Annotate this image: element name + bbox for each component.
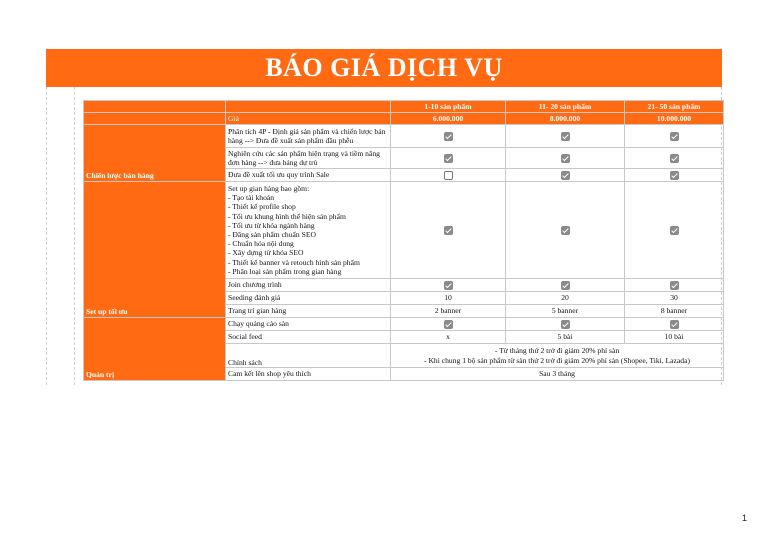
category-cell: [84, 113, 226, 125]
checkbox-checked-icon[interactable]: [670, 132, 679, 141]
row-label: Cam kết lên shop yêu thích: [226, 368, 391, 381]
cell-value: 2 banner: [391, 305, 506, 318]
header-blank-cell: [226, 101, 391, 113]
cell-value: 8 banner: [625, 305, 724, 318]
row-label: Nghiên cứu các sản phẩm hiện trạng và tiềm năng đơn hàng --> đưa bảng dự trù: [226, 148, 391, 169]
page-guide-mid: [74, 87, 75, 385]
row-label: Trang trí gian hàng: [226, 305, 391, 318]
category-strategy: Chiến lược bán hàng: [84, 125, 226, 182]
checkbox-checked-icon[interactable]: [444, 281, 453, 290]
checkbox-checked-icon[interactable]: [561, 171, 570, 180]
checkbox-checked-icon[interactable]: [670, 226, 679, 235]
setup-list-item: - Tối ưu từ khóa ngành hàng: [228, 220, 315, 230]
row-label: Đưa đề xuất tối ưu quy trình Sale: [226, 169, 391, 182]
checkbox-checked-icon[interactable]: [670, 154, 679, 163]
setup-list-item: - Xây dựng từ khóa SEO: [228, 248, 304, 258]
cell-value: 20: [506, 292, 625, 305]
setup-list-item: - Phân loại sản phẩm trong gian hàng: [228, 266, 342, 276]
checkbox-checked-icon[interactable]: [444, 154, 453, 163]
table-row: [84, 125, 724, 148]
checkbox-checked-icon[interactable]: [444, 320, 453, 329]
checkbox-unchecked-icon[interactable]: [444, 171, 453, 180]
column-header: 11- 20 sản phẩm: [506, 101, 625, 113]
price-table: [83, 100, 724, 381]
row-label: Join chương trình: [226, 279, 391, 292]
checkbox-checked-icon[interactable]: [670, 281, 679, 290]
category-manage: Quản trị: [84, 318, 226, 381]
cell-value: Sau 3 tháng: [391, 368, 724, 381]
cell-value: 5 bài: [506, 331, 625, 344]
checkbox-checked-icon[interactable]: [670, 320, 679, 329]
setup-list-item: - Tối ưu khung hình thể hiện sản phẩm: [228, 211, 346, 221]
row-label: Seeding đánh giá: [226, 292, 391, 305]
page-title: BÁO GIÁ DỊCH VỤ: [46, 49, 722, 87]
table-row: [84, 182, 724, 279]
table-row: [84, 318, 724, 331]
checkbox-checked-icon[interactable]: [561, 281, 570, 290]
cell-value: 30: [625, 292, 724, 305]
checkbox-checked-icon[interactable]: [561, 226, 570, 235]
page-number: 1: [742, 513, 748, 523]
checkbox-checked-icon[interactable]: [561, 154, 570, 163]
checkbox-checked-icon[interactable]: [444, 132, 453, 141]
setup-list-item: - Thiết kế banner và retouch hình sản phẩm: [228, 257, 360, 267]
header-blank-cell: [84, 101, 226, 113]
column-header: 21- 50 sản phẩm: [625, 101, 724, 113]
setup-list-item: - Thiết kế profile shop: [228, 202, 296, 212]
cell-value: 10: [391, 292, 506, 305]
price-row: [84, 113, 724, 125]
setup-list-item: - Đăng sản phẩm chuẩn SEO: [228, 230, 316, 239]
price-label: Giá: [226, 113, 391, 125]
checkbox-checked-icon[interactable]: [561, 132, 570, 141]
checkbox-checked-icon[interactable]: [670, 171, 679, 180]
checkbox-checked-icon[interactable]: [444, 226, 453, 235]
row-label-setup-list: [226, 182, 391, 279]
table-header-row: [84, 101, 724, 113]
category-setup: Set up tối ưu: [84, 182, 226, 318]
setup-list-item: - Chuẩn hóa nội dung: [228, 239, 294, 249]
row-label: Social feed: [226, 331, 391, 344]
row-label: Chạy quảng cáo sàn: [226, 318, 391, 331]
cell-value: 10 bài: [625, 331, 724, 344]
checkbox-checked-icon[interactable]: [561, 320, 570, 329]
row-label: Chính sách: [226, 344, 391, 368]
policy-cell: [391, 344, 724, 368]
cell-value: x: [391, 331, 506, 344]
price-value: 8.000.000: [506, 113, 625, 125]
row-label: Phân tích 4P - Định giá sản phẩm và chiến lược bán hàng --> Đưa đề xuất sản phẩm đầu phễu: [226, 125, 391, 148]
price-value: 10.000.000: [625, 113, 724, 125]
policy-line: - Từ tháng thứ 2 trở đi giảm 20% phí sàn: [494, 346, 620, 356]
column-header: 1-10 sản phẩm: [391, 101, 506, 113]
price-value: 6.000.000: [391, 113, 506, 125]
setup-list-item: - Tạo tài khoản: [228, 193, 275, 203]
policy-line: - Khi chung 1 bộ sản phẩm từ sàn thứ 2 trở đi giảm 20% phí sàn (Shopee, Tiki, Lazada): [424, 355, 690, 365]
page-guide-left: [46, 87, 47, 385]
cell-value: 5 banner: [506, 305, 625, 318]
setup-list-title: Set up gian hàng bao gồm:: [228, 183, 310, 193]
